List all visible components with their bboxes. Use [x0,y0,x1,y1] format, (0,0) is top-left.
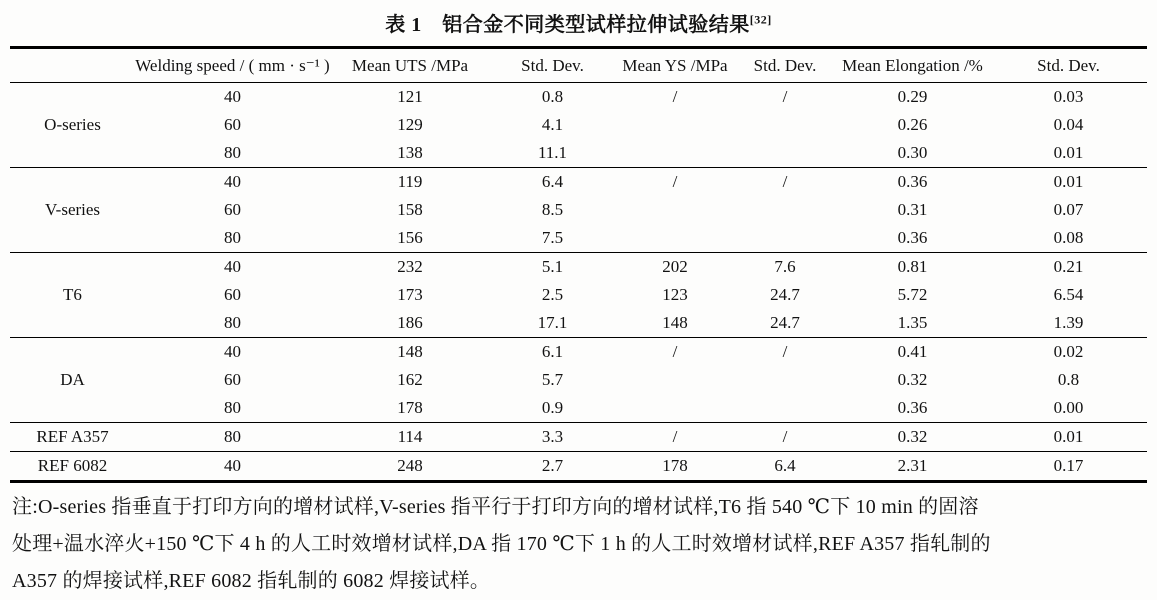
table-cell: 24.7 [770,285,800,304]
table-cell: 0.01 [990,168,1147,197]
footnote-line: 处理+温水淬火+150 ℃下 4 h 的人工时效增材试样,DA 指 170 ℃下 1 h 的人工时效增材试样,REF A357 指轧制的 [12,533,991,555]
table-cell: 40 [135,338,330,367]
table-cell: 156 [397,228,423,247]
table-cell: 129 [397,115,423,134]
table-cell [615,394,735,423]
table-cell: 40 [135,452,330,482]
table-cell: 162 [397,370,423,389]
table-cell: 0.41 [835,338,990,367]
table-cell: 119 [330,168,490,197]
table-cell: 0.32 [835,423,990,452]
table-cell: 2.7 [490,452,615,482]
table-cell [615,366,735,394]
table-title-text: 表 1 铝合金不同类型试样拉伸试验结果 [385,14,750,36]
table-row [10,309,1147,338]
table-cell: 0.02 [990,338,1147,367]
table-cell: 17.1 [537,313,568,332]
table-cell [735,111,835,139]
table-row [10,139,1147,168]
sample-type-label: T6 [10,253,135,338]
table-cell: 0.81 [835,253,990,282]
table-body [10,83,1147,482]
table-cell: 0.03 [990,83,1147,112]
table-cell: 0.01 [1053,143,1084,162]
table-row [10,168,1147,197]
table-cell: 80 [224,228,241,247]
table-cell: 158 [397,200,423,219]
table-cell: 5.1 [490,253,615,282]
table-cell: 80 [224,398,241,417]
table-row [10,281,1147,309]
table-cell: / [615,423,735,452]
table-cell: 178 [397,398,423,417]
table-cell: 0.00 [1053,398,1084,417]
table-cell [735,224,835,253]
table-cell: 0.30 [897,143,928,162]
table-cell: 0.01 [990,423,1147,452]
table-cell: 0.36 [897,228,928,247]
table-cell: 6.1 [490,338,615,367]
table-row [10,83,1147,112]
sample-type-label: O-series [10,83,135,168]
table-cell: 202 [615,253,735,282]
table-cell: 40 [135,253,330,282]
table-row [10,196,1147,224]
table-cell: 60 [224,285,241,304]
col-header-std-dev-elongation: Std. Dev. [1037,55,1100,75]
table-cell [735,394,835,423]
table-cell: 7.5 [541,228,564,247]
table-cell: 6.54 [1053,285,1084,304]
col-header-mean-uts: Mean UTS /MPa [351,55,469,75]
table-cell: 138 [397,143,423,162]
table-row [10,366,1147,394]
table-row [10,452,1147,482]
table-cell: 0.07 [1053,200,1084,219]
table-cell [615,224,735,253]
table-cell: 60 [224,200,241,219]
table-cell: 80 [135,423,330,452]
table-cell: 186 [397,313,423,332]
table-cell [615,111,735,139]
table-cell: 5.7 [541,370,564,389]
table-row [10,423,1147,452]
table-header-row [10,48,1147,83]
table-cell: 1.35 [897,313,928,332]
table-cell: / [735,83,835,112]
table-cell: 0.9 [541,398,564,417]
table-cell: 0.8 [1057,370,1080,389]
sample-type-label: REF 6082 [10,452,135,482]
table-cell: 80 [224,143,241,162]
table-cell: 5.72 [897,285,928,304]
table-cell: 3.3 [490,423,615,452]
table-cell: 2.5 [541,285,564,304]
table-cell: 0.08 [1053,228,1084,247]
table-row [10,224,1147,253]
table-cell: 11.1 [537,143,568,162]
col-header-mean-ys: Mean YS /MPa [622,55,728,75]
table-title-citation: [32] [749,12,772,27]
table-cell: 40 [135,83,330,112]
table-footnote [10,483,1147,600]
table-cell: 8.5 [541,200,564,219]
col-header-welding-speed: Welding speed / ( mm · s⁻¹ ) [135,55,330,75]
table-cell: 80 [224,313,241,332]
table-cell [615,196,735,224]
table-cell: 60 [224,115,241,134]
table-title [10,5,1147,46]
table-cell [615,139,735,168]
table-cell: 121 [330,83,490,112]
table-cell: 7.6 [735,253,835,282]
table-cell: 6.4 [735,452,835,482]
table-row [10,111,1147,139]
table-cell: 0.8 [490,83,615,112]
col-header-std-dev-ys: Std. Dev. [753,55,817,75]
table-cell: 6.4 [490,168,615,197]
table-cell: 40 [135,168,330,197]
table-cell: 0.04 [1053,115,1084,134]
results-table [10,46,1147,483]
table-cell: / [615,168,735,197]
sample-type-label: V-series [10,168,135,253]
table-cell: / [615,83,735,112]
table-cell: 4.1 [541,115,564,134]
table-cell: 148 [662,313,688,332]
table-cell: 2.31 [835,452,990,482]
table-cell: 0.32 [897,370,928,389]
table-cell: 1.39 [1053,313,1084,332]
table-cell: 0.26 [897,115,928,134]
col-header-sample-type [10,48,135,83]
table-cell: 60 [224,370,241,389]
table-cell: 0.31 [897,200,928,219]
table-row [10,253,1147,282]
table-cell: 24.7 [770,313,800,332]
table-cell: 248 [330,452,490,482]
table-cell: / [735,423,835,452]
table-cell: 0.21 [990,253,1147,282]
sample-type-label: REF A357 [10,423,135,452]
table-cell: 0.36 [835,168,990,197]
col-header-std-dev-uts: Std. Dev. [521,55,584,75]
table-cell: 0.29 [835,83,990,112]
table-cell: 178 [615,452,735,482]
table-row [10,338,1147,367]
col-header-mean-elongation: Mean Elongation /% [842,55,983,75]
table-cell: 114 [330,423,490,452]
table-cell: 123 [662,285,688,304]
table-cell: / [735,338,835,367]
table-cell: / [615,338,735,367]
table-cell [735,366,835,394]
table-cell [735,139,835,168]
footnote-line: A357 的焊接试样,REF 6082 指轧制的 6082 焊接试样。 [12,570,491,592]
table-cell: 0.36 [897,398,928,417]
table-cell: 0.17 [990,452,1147,482]
sample-type-label: DA [10,338,135,423]
table-cell: 232 [330,253,490,282]
table-cell: / [735,168,835,197]
table-cell: 148 [330,338,490,367]
table-cell [735,196,835,224]
table-row [10,394,1147,423]
footnote-line: 注:O-series 指垂直于打印方向的增材试样,V-series 指平行于打印方向的增材试样,T6 指 540 ℃下 10 min 的固溶 [12,496,979,518]
table-cell: 173 [397,285,423,304]
